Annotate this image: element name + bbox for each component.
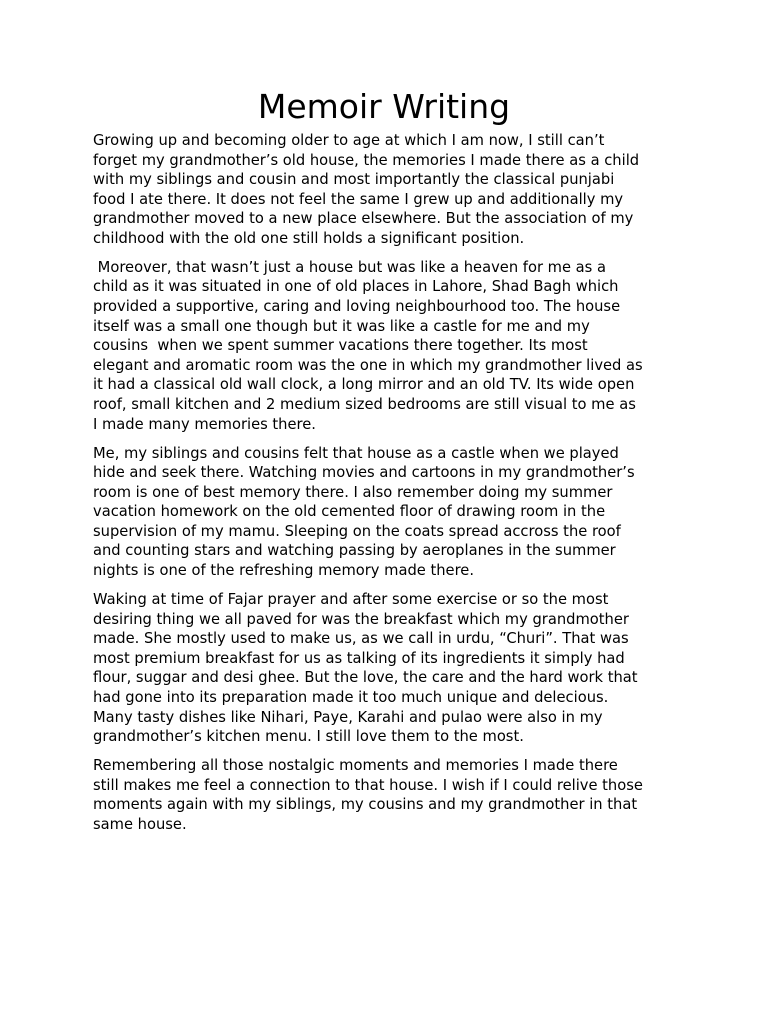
paragraph-line: Remembering all those nostalgic moments and memories I made there	[93, 757, 618, 774]
paragraph-line: flour, suggar and desi ghee. But the love, the care and the hard work that	[93, 669, 638, 687]
paragraph-line: supervision of my mamu. Sleeping on the coats spread accross the roof	[93, 522, 621, 540]
document-title: Memoir Writing	[257, 87, 511, 126]
document-body	[93, 131, 683, 844]
paragraph-line: it had a classical old wall clock, a long mirror and an old TV. Its wide open	[93, 376, 635, 394]
paragraph-line: Many tasty dishes like Nihari, Paye, Karahi and pulao were also in my	[93, 708, 603, 726]
paragraph-line: childhood with the old one still holds a significant position.	[93, 229, 525, 247]
paragraph	[93, 590, 683, 747]
paragraph-line: had gone into its preparation made it too much unique and delecious.	[93, 688, 609, 706]
paragraph-line: made. She mostly used to make us, as we call in urdu, “Churi”. That was	[93, 630, 629, 648]
paragraph-line: same house.	[93, 815, 187, 833]
paragraph	[93, 258, 683, 434]
paragraph-line: moments again with my siblings, my cousins and my grandmother in that	[93, 796, 638, 814]
paragraph-line: grandmother’s kitchen menu. I still love them to the most.	[93, 728, 524, 746]
paragraph-line: elegant and aromatic room was the one in which my grandmother lived as	[93, 356, 643, 374]
paragraph-line: provided a supportive, caring and loving neighbourhood too. The house	[93, 298, 621, 316]
paragraph	[93, 444, 683, 581]
paragraph-line: most premium breakfast for us as talking of its ingredients it simply had	[93, 649, 625, 667]
paragraph-line: and counting stars and watching passing by aeroplanes in the summer	[93, 542, 616, 560]
paragraph-line: room is one of best memory there. I also remember doing my summer	[93, 483, 613, 501]
paragraph-line: nights is one of the refreshing memory made there.	[93, 562, 475, 580]
paragraph-line: cousins when we spent summer vacations there together. Its most	[93, 337, 588, 355]
paragraph-line: grandmother moved to a new place elsewhere. But the association of my	[93, 210, 634, 228]
paragraph	[93, 131, 683, 249]
paragraph-line: Me, my siblings and cousins felt that house as a castle when we played	[93, 444, 619, 462]
paragraph-line: desiring thing we all paved for was the breakfast which my grandmother	[93, 610, 629, 628]
paragraph	[93, 756, 683, 834]
paragraph-line: Waking at time of Fajar prayer and after some exercise or so the most	[93, 590, 609, 608]
paragraph-line: child as it was situated in one of old places in Lahore, Shad Bagh which	[93, 278, 619, 296]
paragraph-line: Moreover, that wasn’t just a house but was like a heaven for me as a	[93, 258, 606, 276]
paragraph-line: I made many memories there.	[93, 415, 316, 433]
paragraph-line: food I ate there. It does not feel the same I grew up and additionally my	[93, 190, 624, 208]
paragraph-line: itself was a small one though but it was like a castle for me and my	[93, 317, 590, 335]
paragraph-line: roof, small kitchen and 2 medium sized bedrooms are still visual to me as	[93, 396, 636, 414]
paragraph-line: vacation homework on the old cemented floor of drawing room in the	[93, 503, 606, 521]
paragraph-line: still makes me feel a connection to that house. I wish if I could relive those	[93, 776, 643, 794]
paragraph-line: forget my grandmother’s old house, the memories I made there as a child	[93, 151, 640, 169]
paragraph-line: hide and seek there. Watching movies and cartoons in my grandmother’s	[93, 464, 635, 482]
paragraph-line: with my siblings and cousin and most importantly the classical punjabi	[93, 171, 615, 189]
paragraph-line: Growing up and becoming older to age at which I am now, I still can’t	[93, 132, 605, 149]
